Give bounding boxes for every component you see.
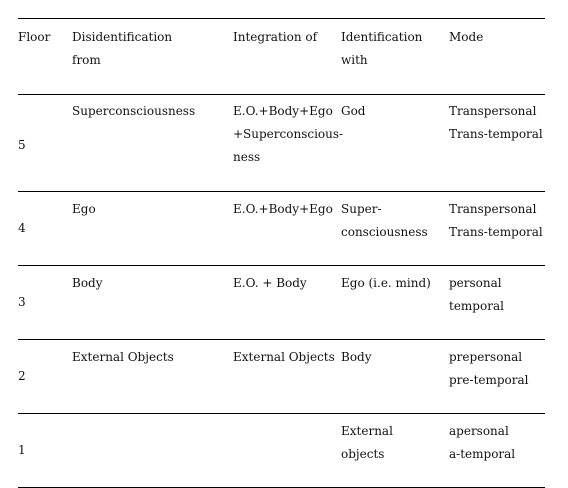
integration-cell: External Objects (233, 350, 335, 364)
header-integration: Integration of (233, 30, 318, 44)
floor-number: 5 (18, 137, 26, 152)
identification-cell: Body (341, 350, 372, 364)
disidentification-cell: Superconsciousness (72, 104, 196, 118)
header-identification: Identification with (341, 30, 423, 67)
table-row (18, 340, 545, 414)
identification-cell: Ego (i.e. mind) (341, 276, 431, 290)
disidentification-cell: Ego (72, 202, 96, 216)
table-row (18, 95, 545, 192)
identification-cell: Super- consciousness (341, 202, 428, 239)
mode-cell: prepersonal pre-temporal (449, 350, 529, 387)
mode-cell: apersonal a-temporal (449, 424, 516, 461)
floor-number: 1 (18, 443, 26, 457)
mode-cell: Transpersonal Trans-temporal (449, 202, 543, 239)
table-header-row (18, 19, 545, 95)
integration-cell: E.O. + Body (233, 276, 307, 290)
identification-cell: God (341, 104, 366, 118)
table-row (18, 266, 545, 340)
integration-cell: E.O.+Body+Ego +Superconscious- ness (233, 104, 344, 164)
floors-table-container (18, 18, 545, 488)
table-row (18, 414, 545, 488)
disidentification-cell: External Objects (72, 350, 174, 364)
integration-cell (233, 414, 341, 488)
integration-cell: E.O.+Body+Ego (233, 202, 333, 216)
header-disidentification: Disidentification from (72, 30, 173, 67)
floor-number: 3 (18, 295, 26, 309)
floor-number: 4 (18, 221, 26, 235)
identification-cell: External objects (341, 424, 393, 461)
disidentification-cell: Body (72, 276, 103, 290)
disidentification-cell (72, 414, 233, 488)
floor-number: 2 (18, 369, 26, 383)
header-floor: Floor (18, 30, 51, 44)
floors-table (18, 18, 545, 488)
mode-cell: Transpersonal Trans-temporal (449, 104, 543, 141)
mode-cell: personal temporal (449, 276, 504, 313)
table-row (18, 192, 545, 266)
header-mode: Mode (449, 30, 484, 44)
